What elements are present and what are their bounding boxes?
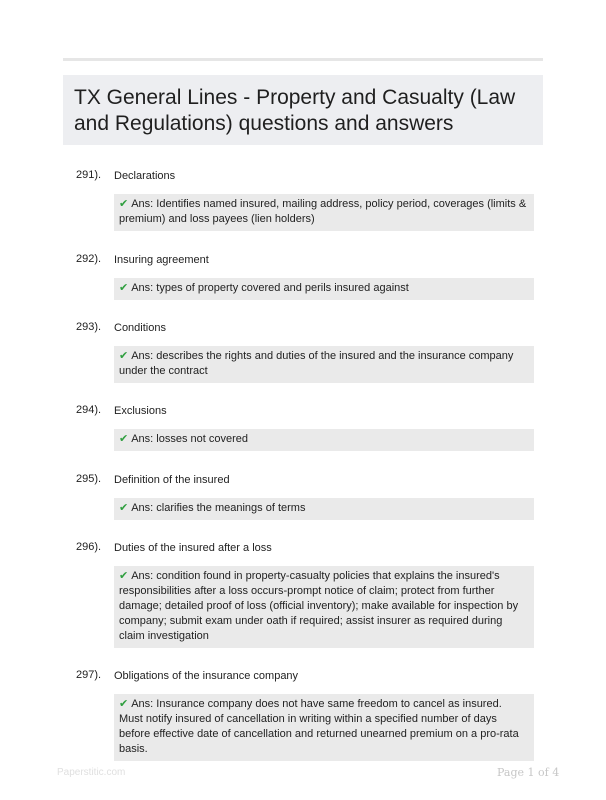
question-number: 297).	[76, 669, 102, 681]
answer-box	[114, 278, 534, 300]
question-text: Conditions	[114, 322, 166, 334]
question-text: Exclusions	[114, 405, 167, 417]
answer-box	[114, 566, 534, 648]
question-number: 293).	[76, 321, 102, 333]
page-title: TX General Lines - Property and Casualty (Law and Regulations) questions and answers	[74, 86, 516, 135]
answer-text: Ans: clarifies the meanings of terms	[131, 502, 306, 514]
question-number: 294).	[76, 404, 102, 416]
answer-box	[114, 429, 534, 451]
check-icon: ✔	[119, 350, 129, 362]
question-text: Declarations	[114, 170, 176, 182]
top-divider	[63, 58, 543, 61]
answer-box	[114, 346, 534, 383]
question-text: Obligations of the insurance company	[114, 670, 299, 682]
answer-box	[114, 498, 534, 520]
answer-text: Ans: Insurance company does not have same freedom to cancel as insured. Must notify insured of cancellation in writing within a specified number of days before effective date of cancellation and returned unearned premium on a pro-rata basis.	[119, 698, 519, 755]
answer-text: Ans: condition found in property-casualty policies that explains the insured's responsibilities after a loss occurs-prompt notice of claim; protect from further damage; detailed proof of loss (official inventory); make available for inspection by company; submit exam under oath if required; assist insurer as required during claim investigation	[119, 570, 519, 642]
check-icon: ✔	[119, 570, 129, 582]
question-number: 296).	[76, 541, 102, 553]
footer-watermark: Paperstitic.com	[57, 767, 126, 778]
check-icon: ✔	[119, 433, 129, 445]
check-icon: ✔	[119, 698, 129, 710]
question-text: Insuring agreement	[114, 254, 209, 266]
title-banner	[63, 75, 543, 145]
check-icon: ✔	[119, 502, 129, 514]
check-icon: ✔	[119, 198, 129, 210]
answer-box	[114, 694, 534, 761]
question-text: Definition of the insured	[114, 474, 230, 486]
answer-text: Ans: Identifies named insured, mailing address, policy period, coverages (limits & premium) and loss payees (lien holders)	[119, 198, 527, 225]
question-text: Duties of the insured after a loss	[114, 542, 272, 554]
answer-text: Ans: types of property covered and perils insured against	[131, 282, 409, 294]
answer-box	[114, 194, 534, 231]
answer-text: Ans: losses not covered	[131, 433, 249, 445]
question-number: 295).	[76, 473, 102, 485]
page-number: Page 1 of 4	[497, 766, 560, 779]
answer-text: Ans: describes the rights and duties of the insured and the insurance company under the contract	[119, 350, 514, 377]
question-number: 291).	[76, 169, 102, 181]
check-icon: ✔	[119, 282, 129, 294]
question-number: 292).	[76, 253, 102, 265]
